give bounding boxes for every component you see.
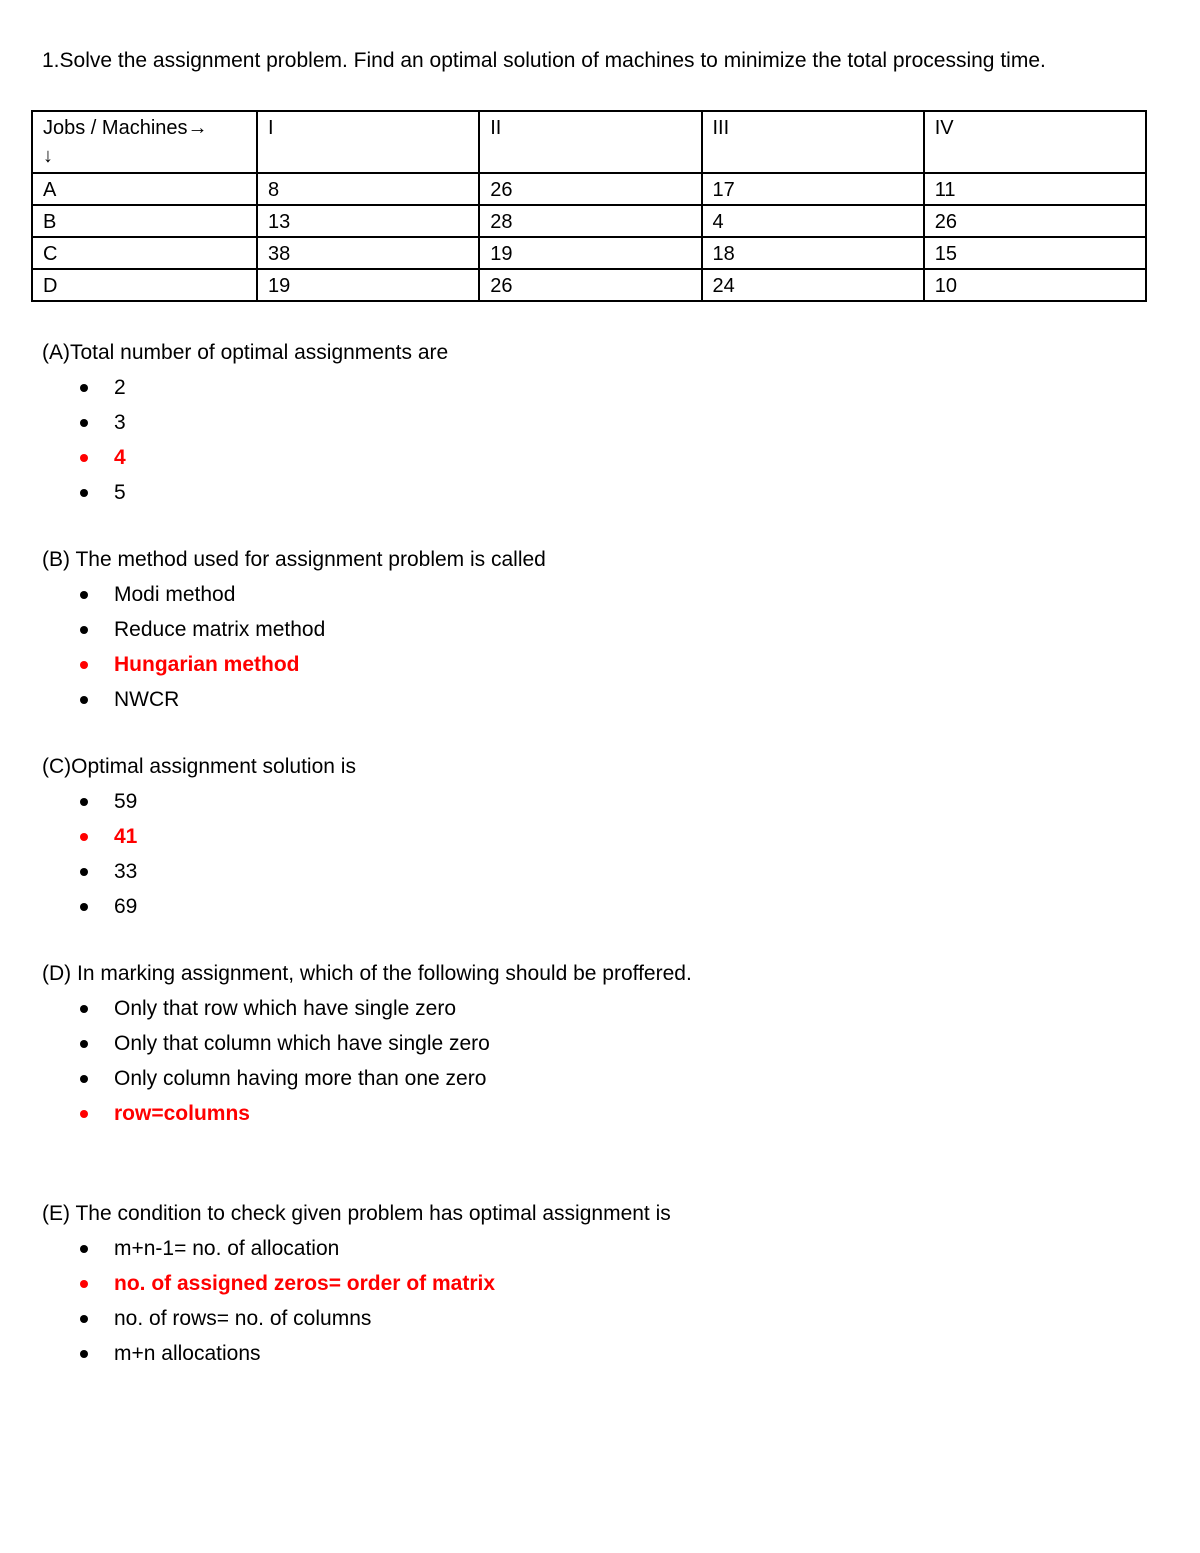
option-item [42,991,1142,1026]
question-text: (D) In marking assignment, which of the following should be proffered. [42,962,692,985]
row-job-label: B [32,205,257,237]
option-label: no. of assigned zeros= order of matrix [114,1272,496,1295]
question-text: (E) The condition to check given problem has optimal assignment is [42,1202,671,1225]
bullet-icon [80,454,88,462]
option-item-correct [42,819,1142,854]
bullet-icon [80,868,88,876]
table-cell: 26 [924,205,1146,237]
table-cell: 15 [924,237,1146,269]
option-item [42,1231,1142,1266]
table-cell: 13 [257,205,479,237]
table-cell: 11 [924,173,1146,205]
question-d [42,957,1142,1131]
table-cell: 17 [702,173,924,205]
option-label: row=columns [114,1102,250,1125]
bullet-icon [80,1280,88,1288]
table-cell: 26 [479,173,701,205]
table-cell: 24 [702,269,924,301]
option-item-correct [42,440,1142,475]
question-text: (C)Optimal assignment solution is [42,755,356,778]
option-label: 59 [114,790,138,813]
option-label: Modi method [114,583,236,606]
table-header-row [32,111,1146,173]
option-list [42,1231,1142,1371]
option-label: 41 [114,825,138,848]
option-label: Only column having more than one zero [114,1067,487,1090]
column-header-i: I [257,111,479,173]
option-label: Only that column which have single zero [114,1032,490,1055]
row-job-label: D [32,269,257,301]
option-label: m+n allocations [114,1342,261,1365]
table-cell: 18 [702,237,924,269]
option-item [42,682,1142,717]
option-label: m+n-1= no. of allocation [114,1237,340,1260]
bullet-icon [80,833,88,841]
option-item [42,784,1142,819]
question-text: (A)Total number of optimal assignments are [42,341,449,364]
bullet-icon [80,1110,88,1118]
corner-header-cell [32,111,257,173]
option-label: 3 [114,411,126,434]
table-cell: 8 [257,173,479,205]
option-label: NWCR [114,688,180,711]
row-job-label: C [32,237,257,269]
table-cell: 28 [479,205,701,237]
option-label: 5 [114,481,126,504]
problem-title: 1.Solve the assignment problem. Find an optimal solution of machines to minimize the total processing time. [42,49,1046,72]
option-item [42,889,1142,924]
option-item [42,854,1142,889]
row-job-label: A [32,173,257,205]
bullet-icon [80,1005,88,1013]
cost-matrix-table [31,110,1147,302]
bullet-icon [80,1315,88,1323]
table-row [32,205,1146,237]
option-label: Only that row which have single zero [114,997,456,1020]
option-label: no. of rows= no. of columns [114,1307,372,1330]
question-e [42,1197,1142,1371]
table-row [32,237,1146,269]
option-list [42,370,1142,510]
bullet-icon [80,661,88,669]
option-list [42,784,1142,924]
column-header-ii: II [479,111,701,173]
table-cell: 38 [257,237,479,269]
bullet-icon [80,1040,88,1048]
bullet-icon [80,626,88,634]
option-item [42,1336,1142,1371]
table-cell: 19 [257,269,479,301]
question-b [42,543,1142,717]
option-item [42,1061,1142,1096]
option-list [42,577,1142,717]
option-item [42,405,1142,440]
option-item-correct [42,1266,1142,1301]
question-text: (B) The method used for assignment problem is called [42,548,546,571]
option-item [42,475,1142,510]
question-c [42,750,1142,924]
bullet-icon [80,696,88,704]
table-cell: 4 [702,205,924,237]
bullet-icon [80,1245,88,1253]
option-label: Reduce matrix method [114,618,326,641]
table-row [32,269,1146,301]
bullet-icon [80,1075,88,1083]
table-cell: 19 [479,237,701,269]
option-label: 2 [114,376,126,399]
option-item [42,1026,1142,1061]
bullet-icon [80,798,88,806]
bullet-icon [80,489,88,497]
option-item [42,1301,1142,1336]
bullet-icon [80,591,88,599]
option-list [42,991,1142,1131]
bullet-icon [80,419,88,427]
down-arrow-icon: ↓ [43,145,53,167]
option-item-correct [42,1096,1142,1131]
option-label: 69 [114,895,138,918]
option-label: Hungarian method [114,653,300,676]
option-item [42,370,1142,405]
option-label: 4 [114,446,126,469]
corner-label: Jobs / Machines→ [43,117,208,139]
table-cell: 26 [479,269,701,301]
table-cell: 10 [924,269,1146,301]
bullet-icon [80,903,88,911]
bullet-icon [80,1350,88,1358]
column-header-iv: IV [924,111,1146,173]
table-row [32,173,1146,205]
option-item [42,612,1142,647]
option-item-correct [42,647,1142,682]
option-item [42,577,1142,612]
question-a [42,336,1142,510]
option-label: 33 [114,860,138,883]
bullet-icon [80,384,88,392]
column-header-iii: III [702,111,924,173]
